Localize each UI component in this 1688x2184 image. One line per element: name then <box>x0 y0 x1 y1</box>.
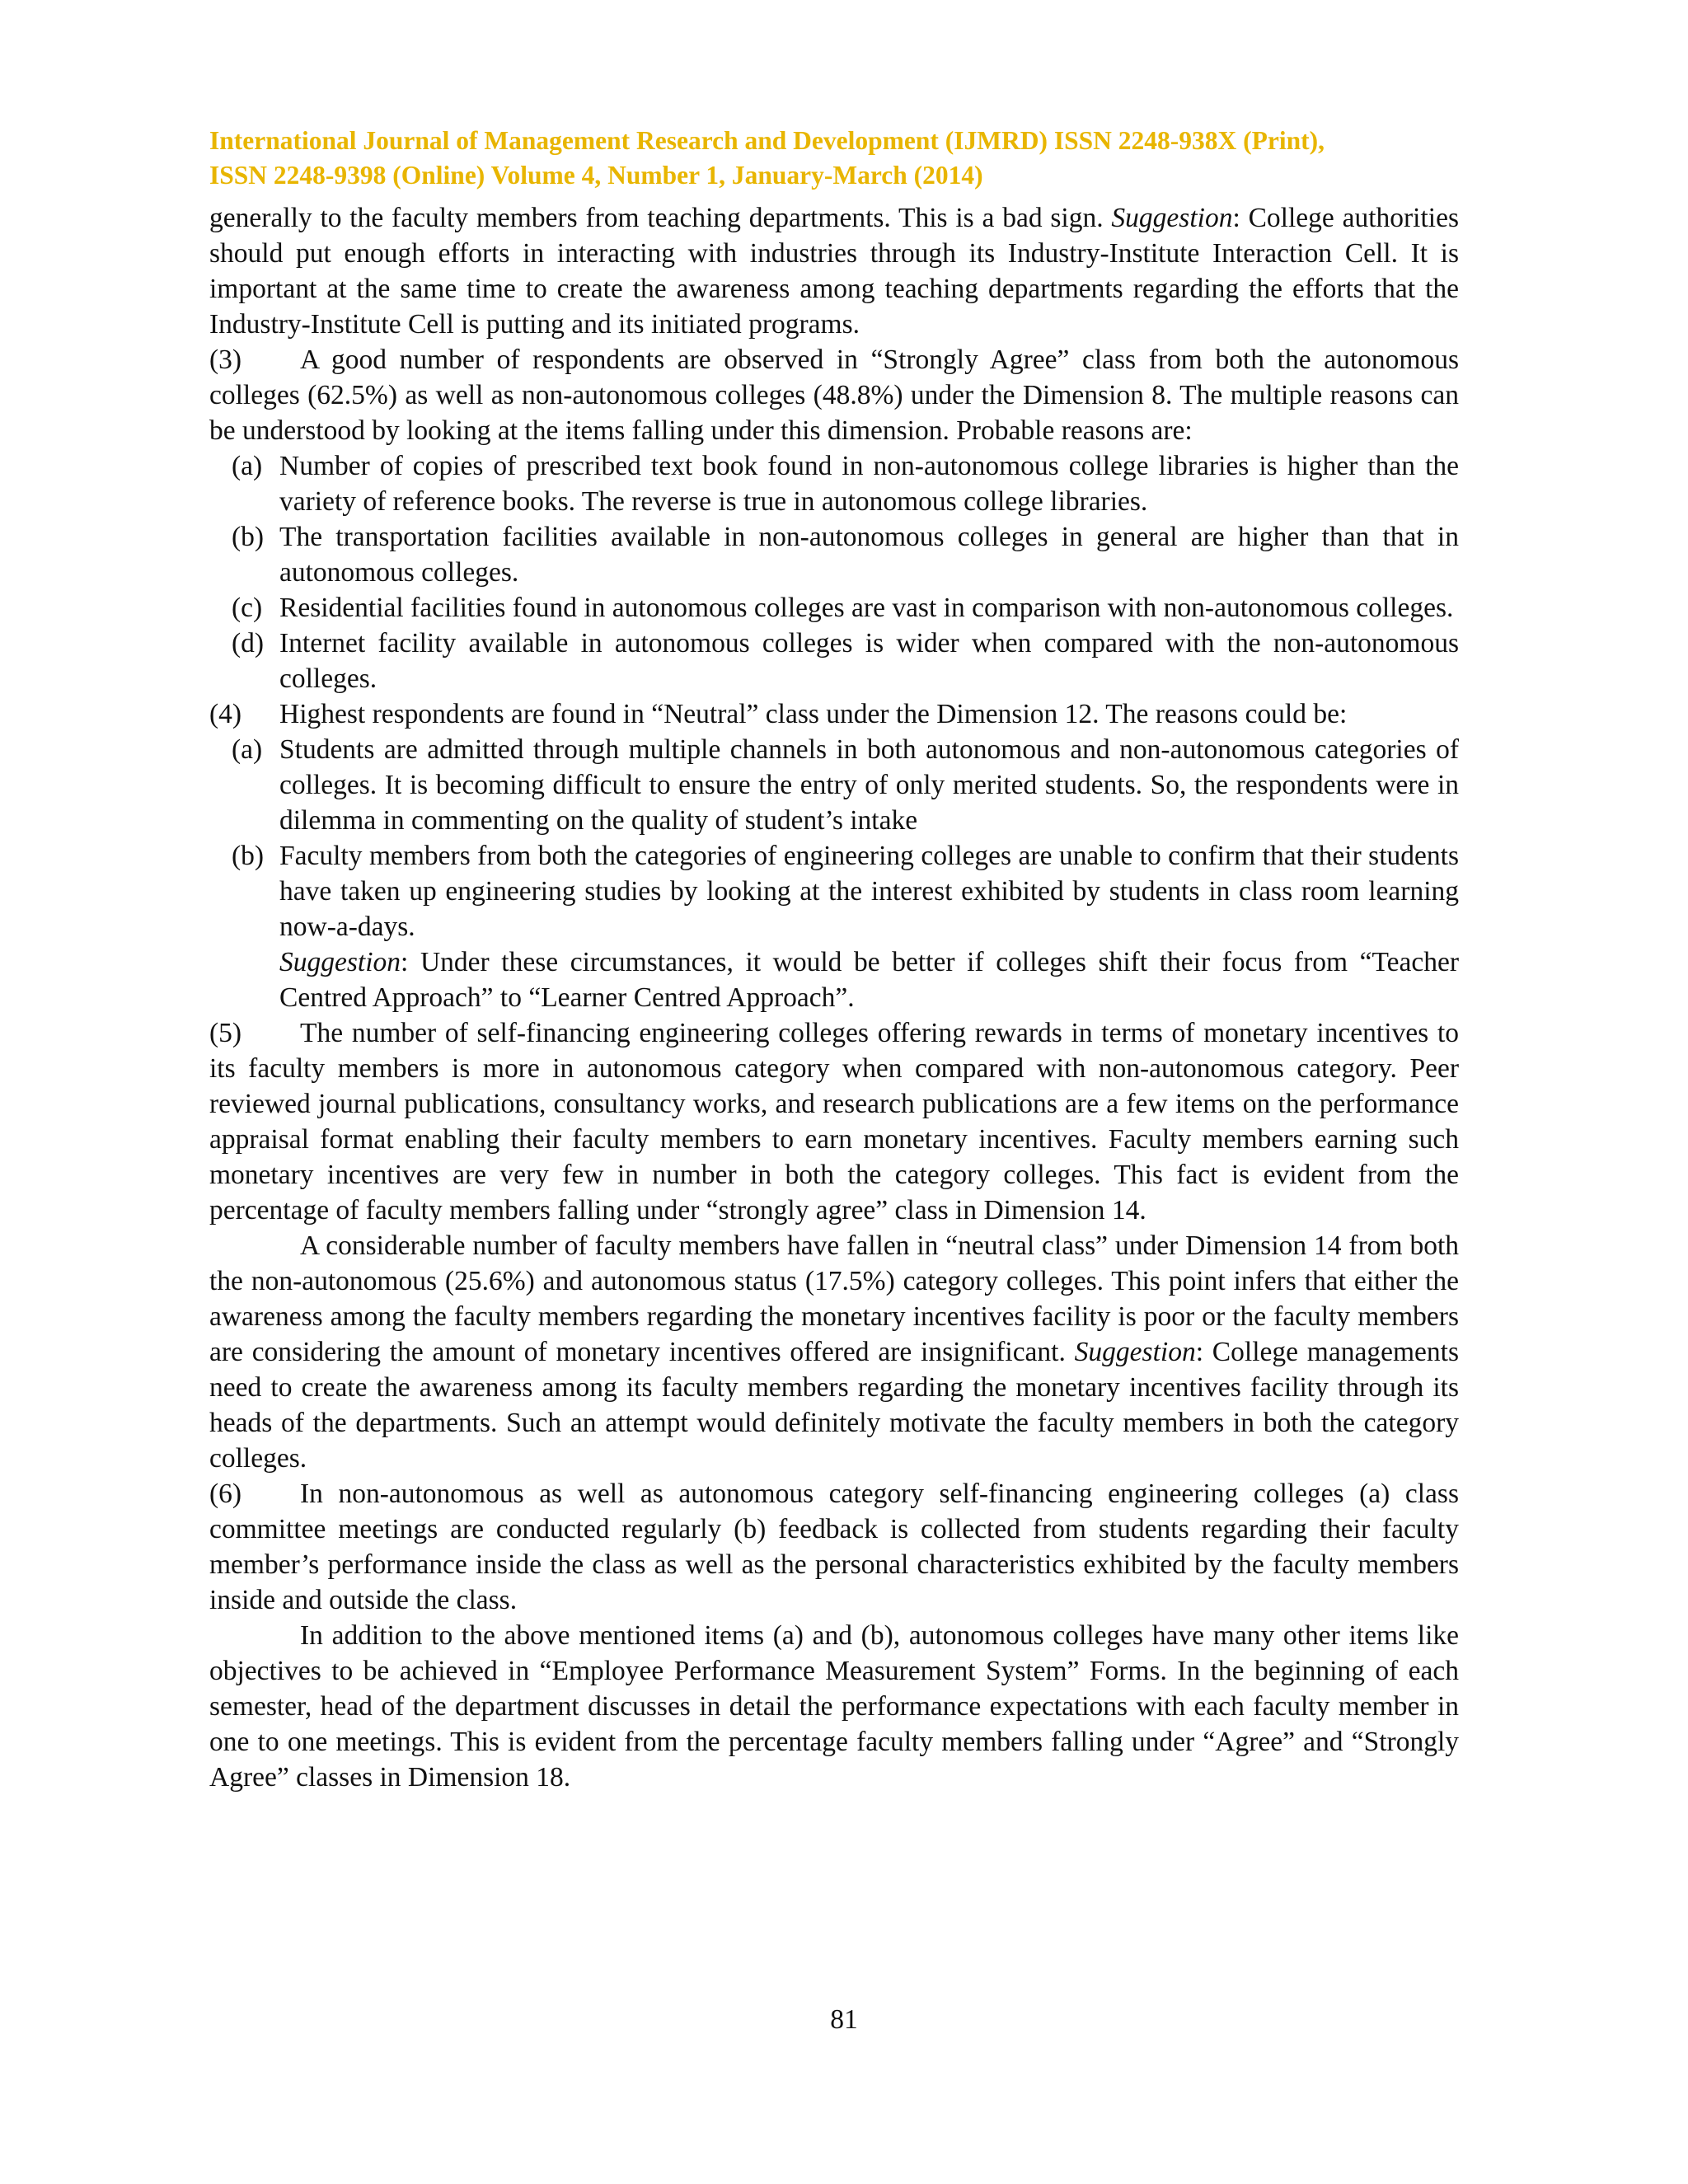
item-text: Students are admitted through multiple channels in both autonomous and non-autonomous categories of colleges. It is becoming difficult to ensure the entry of only merited students. So, the respondents were in dilemma in commenting on the quality of student’s intake <box>279 734 1459 836</box>
point-number: (5) <box>209 1018 242 1048</box>
item-label: (b) <box>232 841 265 871</box>
item-label: (c) <box>232 593 263 623</box>
item-label: (a) <box>232 734 263 765</box>
suggestion-label: Suggestion <box>1111 203 1233 233</box>
point-6-continuation: In addition to the above mentioned items (a) and (b), autonomous colleges have many other items like objectives to be achieved in “Employee Performance Measurement System” Forms. In the beginning of each semester, head of the department discusses in detail the performance expectations with each faculty member in one to one meetings. This is evident from the percentage faculty members falling under “Agree” and “Strongly Agree” classes in Dimension 18. <box>209 1620 1459 1793</box>
item-text: Number of copies of prescribed text book found in non-autonomous college libraries is higher than the variety of reference books. The reverse is true in autonomous college libraries. <box>279 451 1459 517</box>
page-number: 81 <box>830 2004 858 2035</box>
point-4-suggestion <box>209 944 1459 1015</box>
item-text: Internet facility available in autonomous colleges is wider when compared with the non-autonomous colleges. <box>279 628 1459 694</box>
paragraph-text: A considerable number of faculty members have fallen in “neutral class” under Dimension 14 from both the non-autonomous (25.6%) and autonomous status (17.5%) category colleges. This point infers that either the awareness among the faculty members regarding the monetary incentives facility is poor or the faculty members are considering the amount of monetary incentives offered are insignificant. <box>209 1230 1459 1367</box>
point-4 <box>209 696 1459 732</box>
point-text: Highest respondents are found in “Neutral” class under the Dimension 12. The reasons could be: <box>279 699 1348 729</box>
point-text: The number of self-financing engineering colleges offering rewards in terms of monetary incentives to its faculty members is more in autonomous category when compared with non-autonomous category. Peer reviewed journal publications, consultancy works, and research publications are a few items on the performance appraisal format enabling their faculty members to earn monetary incentives. Faculty members earning such monetary incentives are very few in number in both the category colleges. This fact is evident from the percentage of faculty members falling under “strongly agree” class in Dimension 14. <box>209 1018 1459 1226</box>
point-number: (3) <box>209 344 242 375</box>
item-text: Faculty members from both the categories of engineering colleges are unable to confirm that their students have taken up engineering studies by looking at the interest exhibited by students in class room learning now-a-days. <box>279 841 1459 942</box>
point-3-item-a <box>209 448 1459 519</box>
page-content <box>209 124 1459 1795</box>
point-3-item-b <box>209 519 1459 590</box>
point-3 <box>209 342 1459 448</box>
point-5 <box>209 1015 1459 1228</box>
point-text: A good number of respondents are observed in “Strongly Agree” class from both the autonomous colleges (62.5%) as well as non-autonomous colleges (48.8%) under the Dimension 8. The multiple reasons can be understood by looking at the items falling under this dimension. Probable reasons are: <box>209 344 1459 446</box>
item-text: Residential facilities found in autonomous colleges are vast in comparison with non-autonomous colleges. <box>279 593 1454 623</box>
item-label: (d) <box>232 628 265 658</box>
point-text: In non-autonomous as well as autonomous category self-financing engineering colleges (a) class committee meetings are conducted regularly (b) feedback is collected from students regarding their faculty member’s performance inside the class as well as the personal characteristics exhibited by the faculty members inside and outside the class. <box>209 1479 1459 1615</box>
paragraph-continuation <box>209 200 1459 342</box>
point-number: (4) <box>209 699 242 729</box>
journal-header-line-1: International Journal of Management Research and Development (IJMRD) ISSN 2248-938X (Print), <box>209 126 1325 155</box>
paragraph-text: : College managements need to create the awareness among its faculty members regarding the monetary incentives facility through its heads of the departments. Such an attempt would definitely motivate the faculty members in both the category colleges. <box>209 1337 1459 1474</box>
item-label: (a) <box>232 451 263 481</box>
paragraph-text: generally to the faculty members from teaching departments. This is a bad sign. <box>209 203 1112 233</box>
journal-header-line-2: ISSN 2248-9398 (Online) Volume 4, Number 1, January-March (2014) <box>209 161 983 190</box>
point-6 <box>209 1476 1459 1618</box>
suggestion-text: : Under these circumstances, it would be better if colleges shift their focus from “Teacher Centred Approach” to “Learner Centred Approach”. <box>279 947 1459 1013</box>
item-label: (b) <box>232 522 265 552</box>
point-5-continuation <box>209 1228 1459 1476</box>
point-number: (6) <box>209 1479 242 1509</box>
item-text: The transportation facilities available in non-autonomous colleges in general are higher than that in autonomous colleges. <box>279 522 1459 588</box>
point-4-item-a <box>209 732 1459 838</box>
point-3-item-c <box>209 590 1459 626</box>
point-3-item-d <box>209 626 1459 696</box>
suggestion-label: Suggestion <box>1074 1337 1196 1367</box>
journal-header <box>209 124 1459 193</box>
suggestion-label: Suggestion <box>279 947 401 977</box>
paragraph-text: : College authorities should put enough efforts in interacting with industries through its Industry-Institute Interaction Cell. It is important at the same time to create the awareness among teaching departments regarding the efforts that the Industry-Institute Cell is putting and its initiated programs. <box>209 203 1459 340</box>
point-4-item-b <box>209 838 1459 944</box>
